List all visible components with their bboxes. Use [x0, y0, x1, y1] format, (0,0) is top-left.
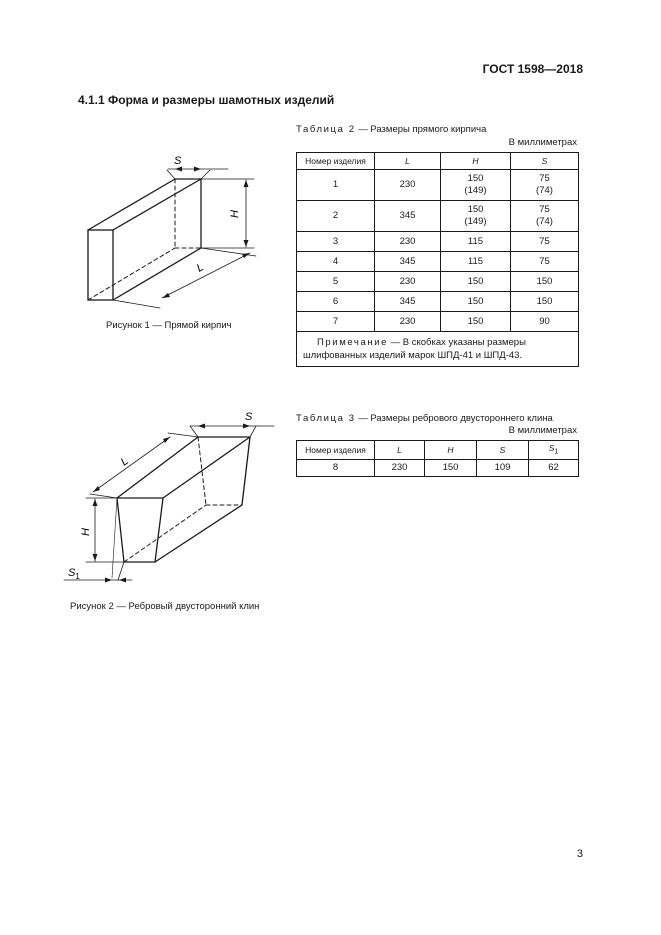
cell-h: 150 (149) [441, 201, 511, 232]
section-title: 4.1.1 Форма и размеры шамотных изделий [78, 93, 335, 107]
table-3 [296, 440, 579, 477]
table-row [297, 312, 579, 332]
cell-h: 150 [425, 460, 477, 477]
cell-item: 6 [297, 292, 375, 312]
fig1-label-h: H [229, 210, 241, 218]
cell-h: 115 [441, 232, 511, 252]
table-2-note-row [297, 332, 579, 367]
header-h: H [425, 441, 477, 460]
cell-item: 5 [297, 272, 375, 292]
header-item-number: Номер изделия [297, 153, 375, 170]
cell-item: 8 [297, 460, 375, 477]
cell-l: 230 [375, 272, 441, 292]
table-3-units: В миллиметрах [508, 425, 577, 436]
cell-item: 2 [297, 201, 375, 232]
cell-l: 345 [375, 252, 441, 272]
table-row [297, 201, 579, 232]
table-row [297, 292, 579, 312]
table-3-caption: Таблица 3 — Размеры ребрового двустороннего клина [296, 413, 553, 424]
standard-number: ГОСТ 1598—2018 [482, 62, 583, 76]
header-item-number: Номер изделия [297, 441, 375, 460]
fig2-label-s1: $S_1$ [68, 567, 80, 581]
fig2-label-s: S [245, 411, 253, 423]
cell-s: 109 [477, 460, 529, 477]
table-row [297, 170, 579, 201]
table-row [297, 272, 579, 292]
fig1-label-s: S [174, 155, 182, 167]
table-2-note: Примечание — В скобках указаны размеры шлифованных изделий марок ШПД-41 и ШПД-43. [297, 332, 579, 367]
cell-l: 345 [375, 292, 441, 312]
cell-h: 150 (149) [441, 170, 511, 201]
cell-s: 150 [511, 272, 579, 292]
cell-s: 75 [511, 252, 579, 272]
header-l: L [375, 153, 441, 170]
header-s: S [511, 153, 579, 170]
cell-h: 150 [441, 292, 511, 312]
table-row [297, 252, 579, 272]
cell-s: 75 (74) [511, 170, 579, 201]
figure-1-caption: Рисунок 1 — Прямой кирпич [106, 320, 232, 331]
cell-h: 115 [441, 252, 511, 272]
header-l: L [375, 441, 425, 460]
table-2-units: В миллиметрах [508, 137, 577, 148]
table-2 [296, 152, 579, 367]
header-s: S [477, 441, 529, 460]
cell-s1: 62 [529, 460, 579, 477]
table-2-caption: Таблица 2 — Размеры прямого кирпича [296, 124, 487, 135]
table-row [297, 460, 579, 477]
figure-2-caption: Рисунок 2 — Ребровый двусторонний клин [70, 601, 260, 612]
cell-s: 75 [511, 232, 579, 252]
cell-l: 230 [375, 312, 441, 332]
cell-l: 345 [375, 201, 441, 232]
cell-s: 90 [511, 312, 579, 332]
page-number: 3 [576, 848, 583, 860]
cell-l: 230 [375, 232, 441, 252]
header-s1: $S_1$ [529, 441, 579, 460]
cell-item: 7 [297, 312, 375, 332]
cell-item: 1 [297, 170, 375, 201]
figure-1-brick-drawing [70, 150, 270, 310]
table-3-header-row [297, 441, 579, 460]
fig2-label-h: H [80, 528, 92, 536]
cell-l: 230 [375, 460, 425, 477]
cell-s: 75 (74) [511, 201, 579, 232]
fig2-label-l: L [118, 455, 131, 469]
cell-l: 230 [375, 170, 441, 201]
cell-h: 150 [441, 312, 511, 332]
cell-s: 150 [511, 292, 579, 312]
fig1-label-l: L [194, 261, 206, 275]
table-2-header-row [297, 153, 579, 170]
table-row [297, 232, 579, 252]
figure-2-wedge-drawing [60, 405, 280, 590]
cell-item: 4 [297, 252, 375, 272]
cell-h: 150 [441, 272, 511, 292]
header-h: H [441, 153, 511, 170]
cell-item: 3 [297, 232, 375, 252]
